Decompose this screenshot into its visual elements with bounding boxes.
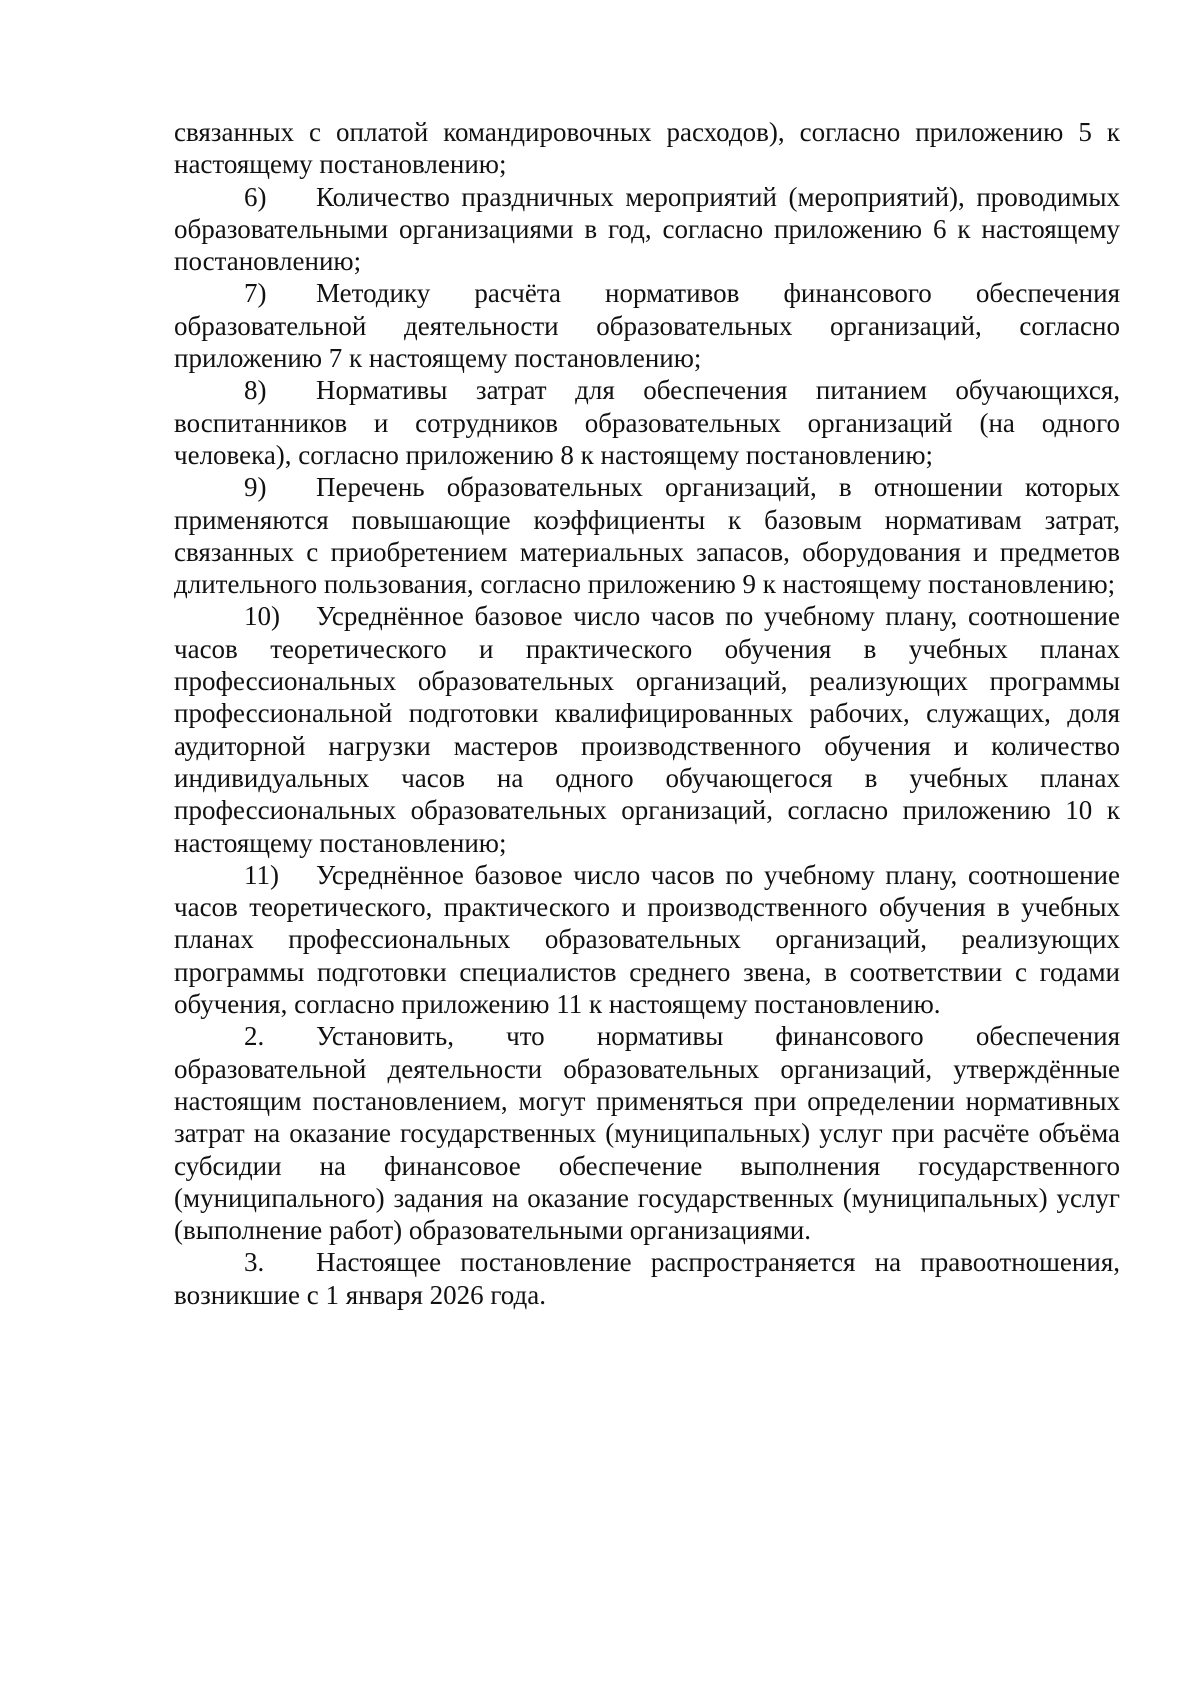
list-item-10 [174, 600, 1120, 858]
clause-3 [174, 1246, 1120, 1311]
list-item-11 [174, 859, 1120, 1020]
item-text: Методику расчёта нормативов финансового обеспечения образовательной деятельности образовательных организаций, согласно приложению 7 к настоящему постановлению; [174, 278, 1120, 374]
clause-2 [174, 1020, 1120, 1246]
item-marker: 9) [244, 472, 267, 503]
item-marker: 10) [244, 601, 280, 632]
item-text: Нормативы затрат для обеспечения питанием обучающихся, воспитанников и сотрудников образовательных организаций (на одного человека), согласно приложению 8 к настоящему постановлению; [174, 375, 1120, 470]
document-body [174, 116, 1120, 1311]
list-item-6 [174, 181, 1120, 278]
opening-paragraph: связанных с оплатой командировочных расходов), согласно приложению 5 к настоящему постановлению; [174, 117, 1120, 180]
item-text: Количество праздничных мероприятий (мероприятий), проводимых образовательными организациями в год, согласно приложению 6 к настоящему постановлению; [174, 181, 1120, 277]
item-text: Усреднённое базовое число часов по учебному плану, соотношение часов теоретического и практического обучения в учебных планах профессиональных образовательных организаций, реализующих программы профессиональной подготовки квалифицированных рабочих, служащих, доля аудиторной нагрузки мастеров производственного обучения и количество индивидуальных часов на одного обучающегося в учебных планах профессиональных образовательных организаций, согласно приложению 10 к настоящему постановлению; [174, 601, 1120, 858]
item-marker: 11) [244, 859, 279, 890]
list-item-7 [174, 277, 1120, 374]
clause-text: Установить, что нормативы финансового обеспечения образовательной деятельности образовательных организаций, утверждённые настоящим постановлением, могут применяться при определении нормативных затрат на оказание государственных (муниципальных) услуг при расчёте объёма субсидии на финансовое обеспечение выполнения государственного (муниципального) задания на оказание государственных (муниципальных) услуг (выполнение работ) образовательными организациями. [174, 1021, 1120, 1246]
item-text: Усреднённое базовое число часов по учебному плану, соотношение часов теоретического, практического и производственного обучения в учебных планах профессиональных образовательных организаций, реализующих программы подготовки специалистов среднего звена, в соответствии с годами обучения, согласно приложению 11 к настоящему постановлению. [174, 859, 1120, 1020]
item-marker: 6) [244, 181, 267, 212]
item-text: Перечень образовательных организаций, в отношении которых применяются повышающие коэффициенты к базовым нормативам затрат, связанных с приобретением материальных запасов, оборудования и предметов длительного пользования, согласно приложению 9 к настоящему постановлению; [174, 472, 1120, 600]
clause-marker: 3. [244, 1247, 265, 1278]
clause-text: Настоящее постановление распространяется на правоотношения, возникшие с 1 января 2026 года. [174, 1247, 1120, 1310]
list-item-9 [174, 471, 1120, 600]
item-marker: 8) [244, 375, 267, 406]
clause-marker: 2. [244, 1021, 265, 1052]
item-marker: 7) [244, 278, 267, 309]
list-item-8 [174, 374, 1120, 471]
